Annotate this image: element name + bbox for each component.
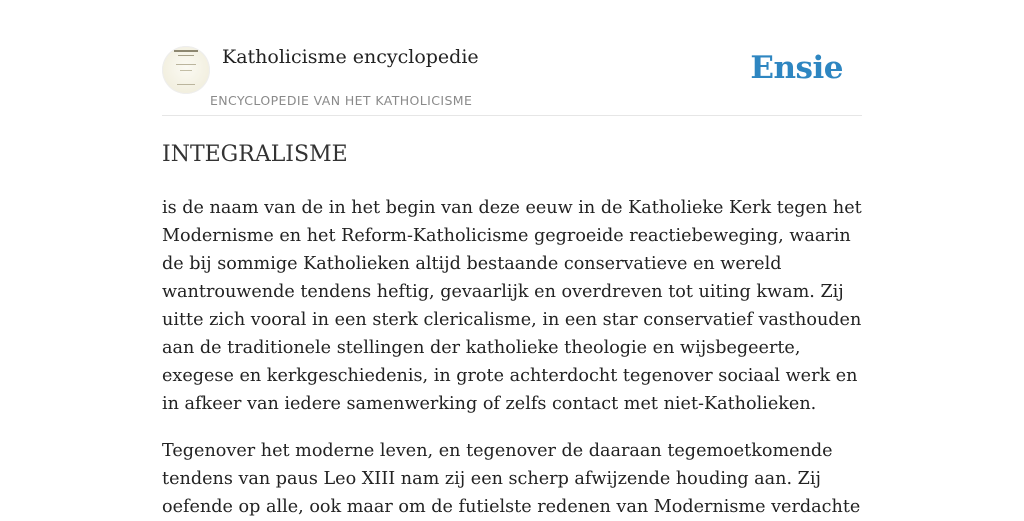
article-paragraph: Tegenover het moderne leven, en tegenover de daaraan tegemoetkomende tendens van paus Leo XIII nam zij een scherp afwijzende houding aan. Zij oefende op alle, ook maar om de futielste redenen van Modernisme verdachte xyxy=(162,441,861,517)
site-title-link[interactable]: Katholicisme encyclopedie xyxy=(222,46,479,68)
article-paragraph: is de naam van de in het begin van deze eeuw in de Katholieke Kerk tegen het Modernisme en het Reform-Katholicisme gegroeide reactiebeweging, waarin de bij sommige Katholieken altijd bestaande conservatieve en wereld wantrouwende tendens heftig, gevaarlijk en overdreven tot uiting kwam. Zij uitte zich vooral in een sterk clericalisme, in een star conservatief vasthouden aan de traditionele stellingen der katholieke theologie en wijsbegeerte, exegese en kerkgeschiedenis, in grote achterdocht tegenover sociaal werk en in afkeer van iedere samenwerking of zelfs contact met niet-Katholieken. xyxy=(162,198,862,414)
page xyxy=(162,0,862,521)
ensie-logo[interactable]: Ensie xyxy=(750,50,843,86)
site-header xyxy=(162,0,862,116)
article-title: INTEGRALISME xyxy=(162,142,348,167)
cover-line xyxy=(178,55,194,56)
encyclopedia-cover-thumbnail[interactable] xyxy=(162,46,210,94)
cover-line xyxy=(174,50,198,52)
site-subtitle: ENCYCLOPEDIE VAN HET KATHOLICISME xyxy=(210,93,473,108)
cover-line xyxy=(177,84,195,85)
cover-line xyxy=(180,70,192,71)
cover-line xyxy=(176,64,196,65)
